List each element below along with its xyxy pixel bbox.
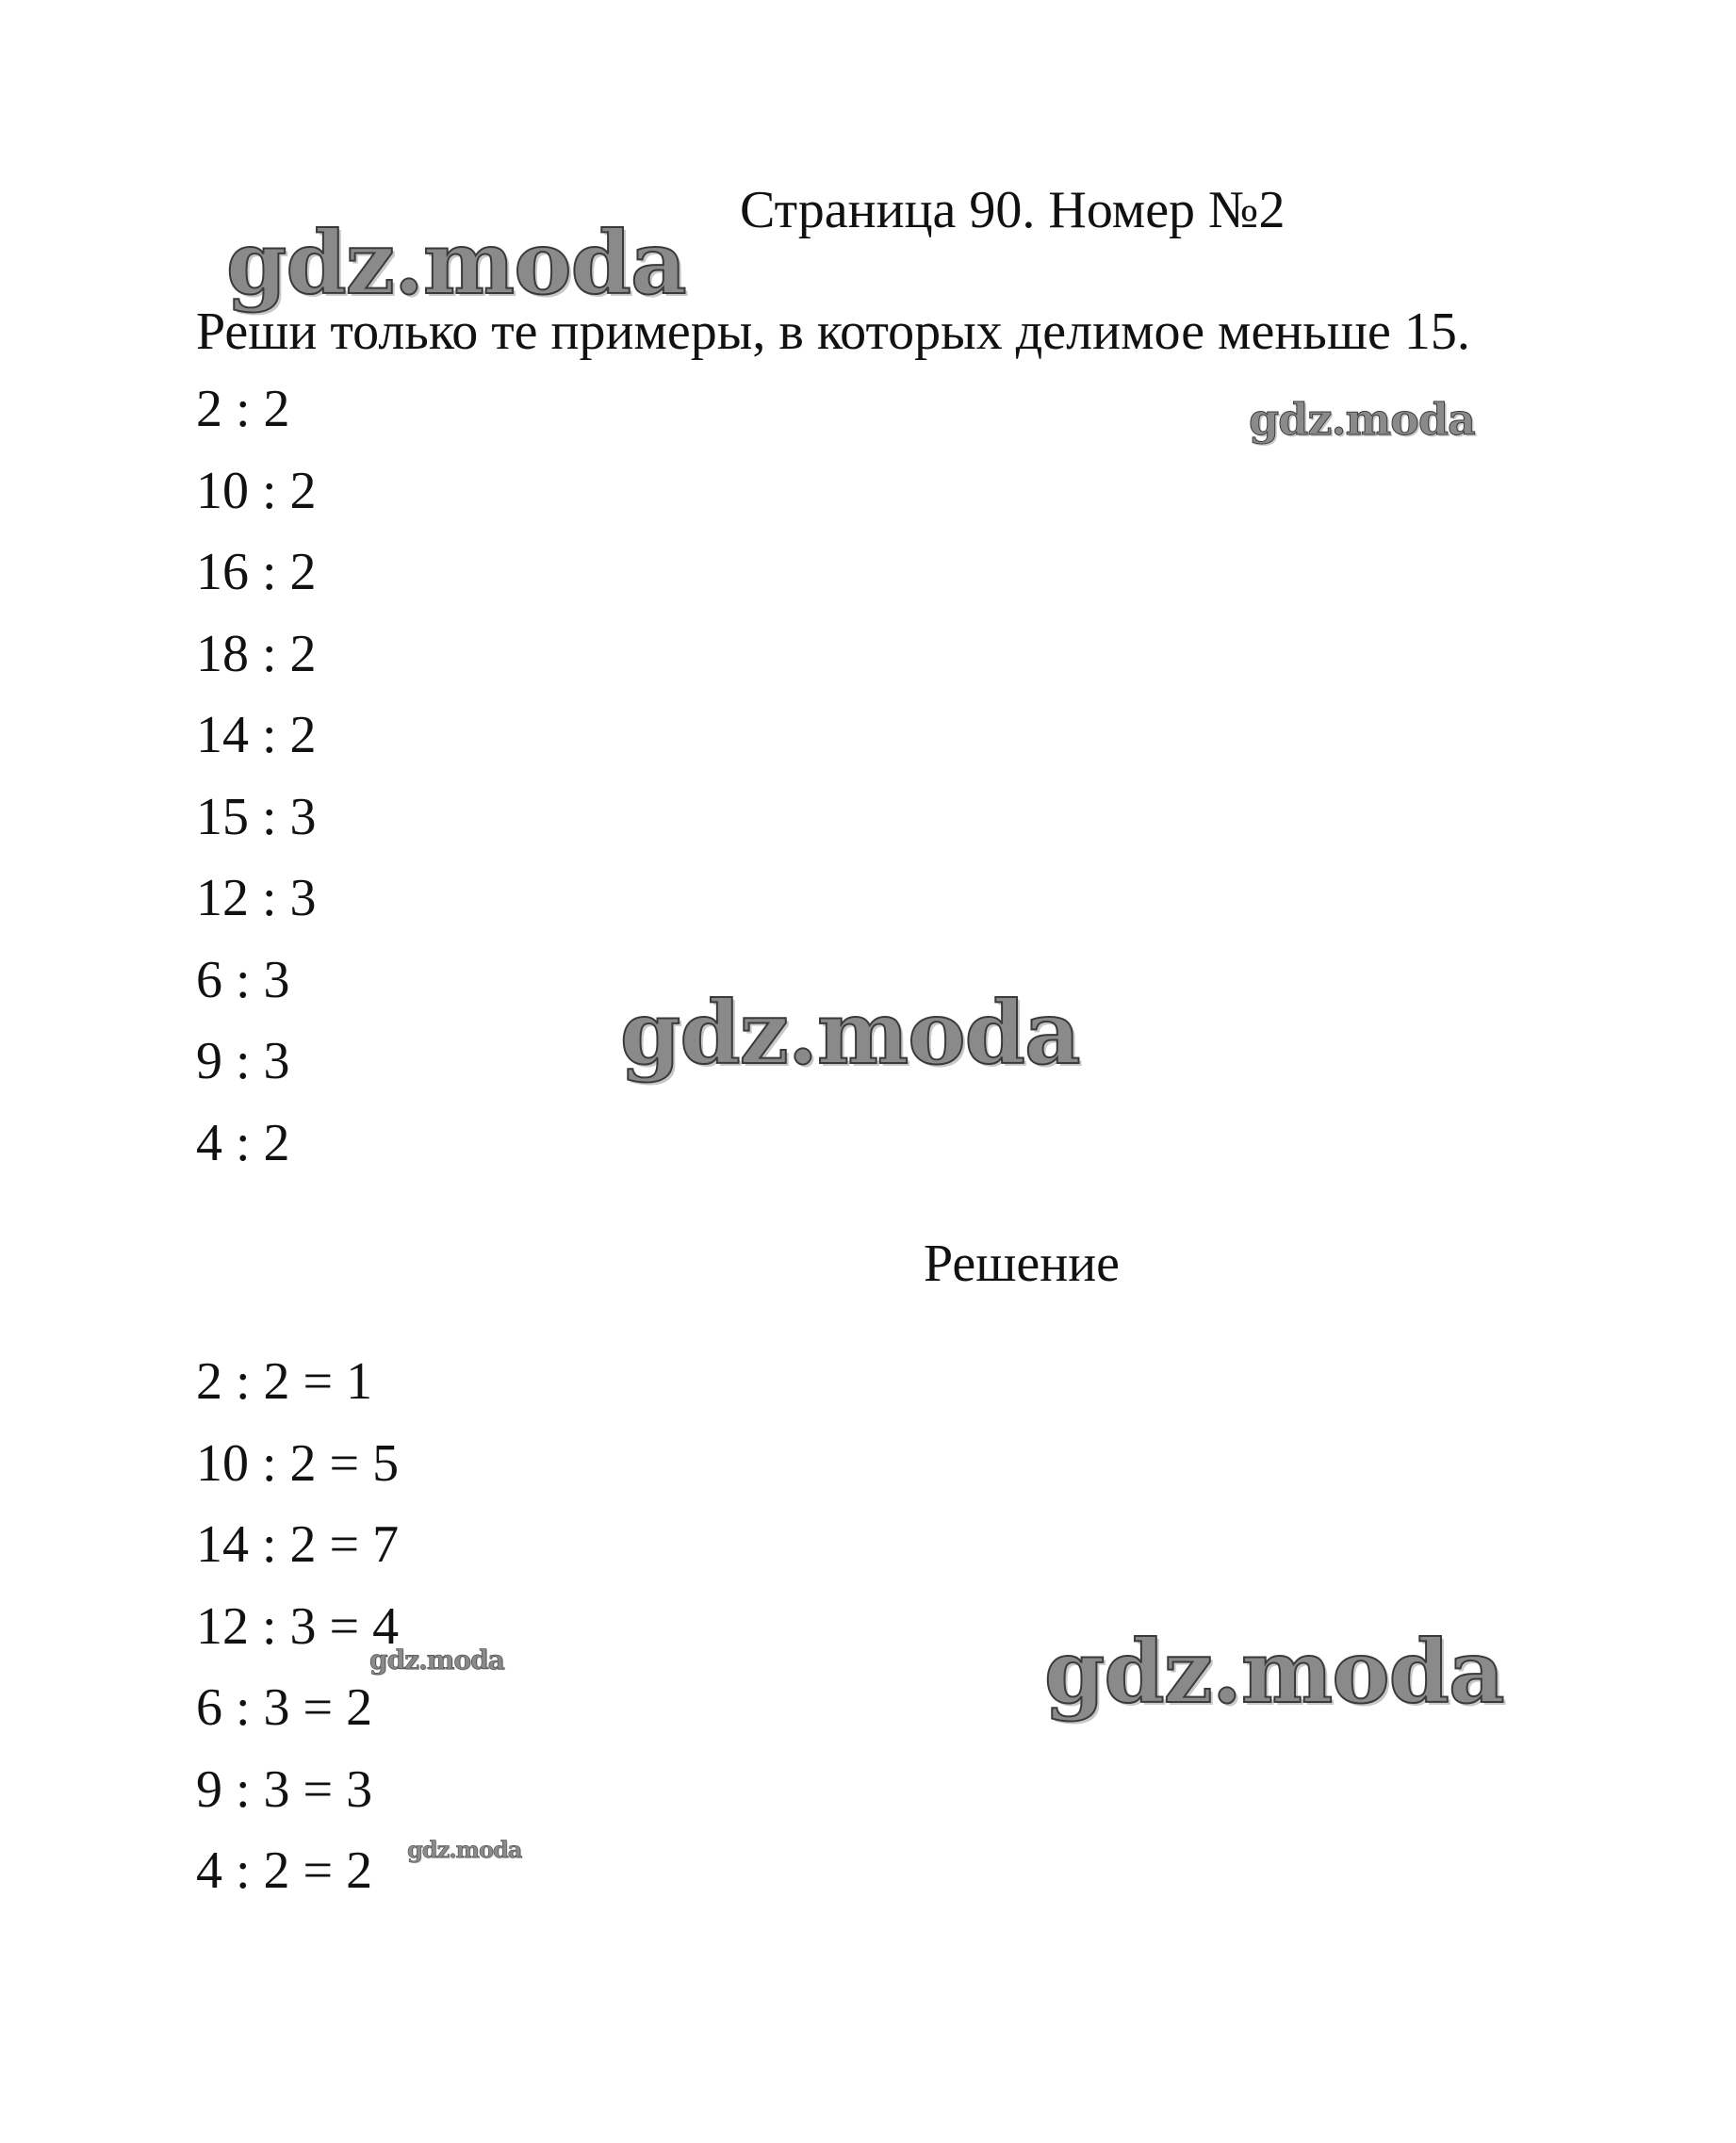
watermark-logo: gdz.moda xyxy=(620,982,1080,1084)
answer-item: 10 : 2 = 5 xyxy=(196,1433,400,1493)
watermark-logo: gdz.moda xyxy=(226,212,686,314)
answer-item: 14 : 2 = 7 xyxy=(196,1515,400,1574)
answer-item: 6 : 3 = 2 xyxy=(196,1678,373,1737)
page-title: Страница 90. Номер №2 xyxy=(740,181,1286,239)
problem-item: 2 : 2 xyxy=(196,380,290,438)
answer-item: 12 : 3 = 4 xyxy=(196,1596,400,1656)
problem-item: 15 : 3 xyxy=(196,787,317,846)
solution-heading: Решение xyxy=(924,1235,1121,1293)
answer-item: 4 : 2 = 2 xyxy=(196,1841,373,1900)
problem-item: 18 : 2 xyxy=(196,624,317,683)
problem-item: 14 : 2 xyxy=(196,706,317,764)
answer-list xyxy=(196,1349,399,1920)
problem-item: 4 : 2 xyxy=(196,1113,290,1172)
watermark-logo: gdz.moda xyxy=(1249,394,1475,445)
problem-item: 16 : 2 xyxy=(196,543,317,601)
watermark-logo: gdz.moda xyxy=(369,1644,504,1676)
problem-item: 6 : 3 xyxy=(196,950,290,1009)
problem-item: 12 : 3 xyxy=(196,869,317,927)
task-statement: Реши только те примеры, в которых делимое меньше 15. xyxy=(196,303,1470,361)
problem-list xyxy=(196,376,317,1191)
answer-item: 9 : 3 = 3 xyxy=(196,1759,373,1819)
watermark-logo: gdz.moda xyxy=(1044,1621,1504,1723)
problem-item: 9 : 3 xyxy=(196,1032,290,1090)
answer-item: 2 : 2 = 1 xyxy=(196,1352,373,1411)
problem-item: 10 : 2 xyxy=(196,461,317,520)
watermark-logo: gdz.moda xyxy=(407,1836,522,1863)
